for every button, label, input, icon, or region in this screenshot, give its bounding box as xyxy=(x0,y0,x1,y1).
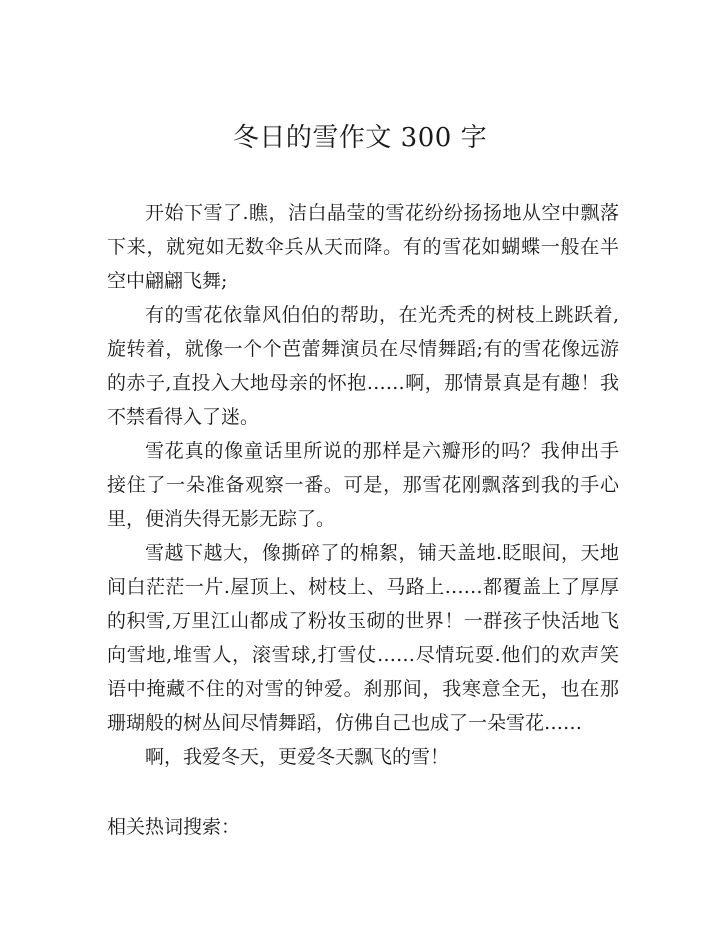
paragraph-5: 啊，我爱冬天，更爱冬天飘飞的雪！ xyxy=(145,746,450,768)
paragraph-3: 雪花真的像童话里所说的那样是六瓣形的吗？我伸出手接住了一朵准备观察一番。可是，那雪花刚飘落到我的手心里，便消失得无影无踪了。 xyxy=(107,440,619,530)
paragraph-2: 有的雪花依靠风伯伯的帮助，在光秃秃的树枝上跳跃着,旋转着，就像一个个芭蕾舞演员在尽情舞蹈;有的雪花像远游的赤子,直投入大地母亲的怀抱……啊，那情景真是有趣！我不禁看得入了迷。 xyxy=(107,304,619,428)
document-title: 冬日的雪作文 300 字 xyxy=(232,123,488,153)
essay-body xyxy=(107,196,619,774)
paragraph-4: 雪越下越大，像撕碎了的棉絮，铺天盖地.眨眼间，天地间白茫茫一片.屋顶上、树枝上、马路上……都覆盖上了厚厚的积雪,万里江山都成了粉妆玉砌的世界！一群孩子快活地飞向雪地,堆雪人，滚雪球,打雪仗……尽情玩耍.他们的欢声笑语中掩藏不住的对雪的钟爱。刹那间，我寒意全无，也在那珊瑚般的树丛间尽情舞蹈，仿佛自己也成了一朵雪花…… xyxy=(107,542,619,734)
paragraph-1: 开始下雪了.瞧，洁白晶莹的雪花纷纷扬扬地从空中飘落下来，就宛如无数伞兵从天而降。有的雪花如蝴蝶一般在半空中翩翩飞舞; xyxy=(107,202,619,292)
related-search-label: 相关热词搜索： xyxy=(107,816,241,838)
